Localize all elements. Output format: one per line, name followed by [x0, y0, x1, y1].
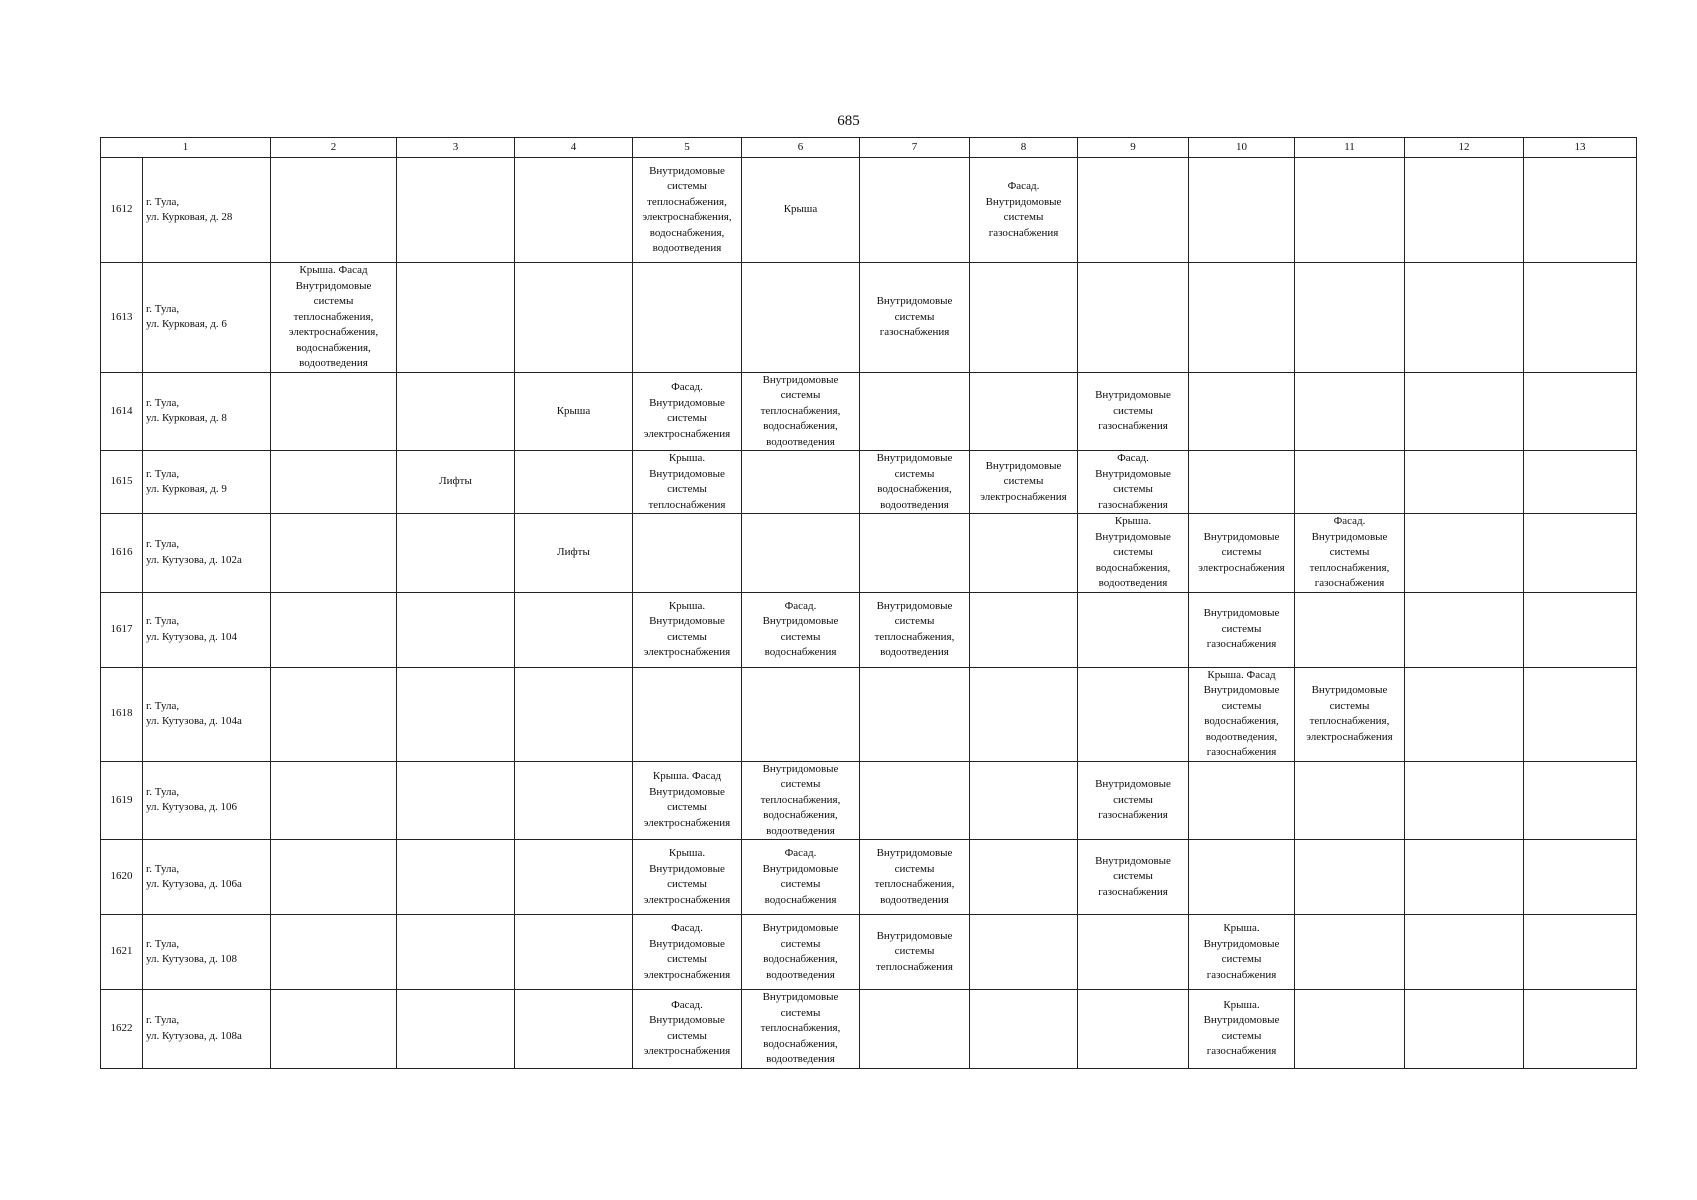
- work-description: Внутридомовые системы газоснабжения: [876, 295, 953, 338]
- column-header-2: 2: [271, 138, 397, 158]
- work-cell-col-10: [1189, 451, 1295, 514]
- row-number: 1614: [101, 372, 143, 451]
- address-cell: [143, 840, 271, 915]
- work-description: Внутридомовые системы газоснабжения: [1203, 607, 1280, 651]
- work-description: Внутридомовые системы теплоснабжения, водоснабжения, водоотведения: [760, 373, 841, 448]
- work-cell-col-13: [1524, 592, 1637, 667]
- work-cell-col-7: [860, 372, 970, 451]
- column-header-10: 10: [1189, 138, 1295, 158]
- work-cell-col-8: [970, 592, 1078, 667]
- work-cell-col-13: [1524, 158, 1637, 263]
- work-description: Внутридомовые системы газоснабжения: [1095, 389, 1171, 432]
- work-cell-col-3: [397, 592, 515, 667]
- repair-schedule-table: [100, 137, 1637, 1069]
- work-cell-col-12: [1405, 263, 1524, 373]
- table-row: [101, 990, 1637, 1069]
- column-header-9: 9: [1078, 138, 1189, 158]
- work-cell-col-5: [633, 263, 742, 373]
- work-description: Внутридомовые системы водоснабжения, водоотведения: [762, 922, 839, 981]
- work-cell-col-4: [515, 840, 633, 915]
- work-cell-col-6: [742, 915, 860, 990]
- work-cell-col-2: [271, 915, 397, 990]
- work-cell-col-11: [1295, 915, 1405, 990]
- row-number: 1619: [101, 761, 143, 840]
- work-cell-col-3: [397, 667, 515, 761]
- work-cell-col-10: [1189, 592, 1295, 667]
- work-cell-col-9: [1078, 592, 1189, 667]
- work-cell-col-9: [1078, 158, 1189, 263]
- work-cell-col-11: [1295, 263, 1405, 373]
- column-header-12: 12: [1405, 138, 1524, 158]
- work-cell-col-11: [1295, 451, 1405, 514]
- address-text: г. Тула, ул. Кутузова, д. 106а: [146, 862, 242, 890]
- work-description: Внутридомовые системы теплоснабжения, электроснабжения: [1306, 684, 1393, 743]
- work-cell-col-8: [970, 451, 1078, 514]
- work-cell-col-7: [860, 915, 970, 990]
- work-description: Внутридомовые системы теплоснабжения, водоотведения: [874, 847, 955, 906]
- work-cell-col-4: [515, 761, 633, 840]
- work-cell-col-6: [742, 514, 860, 593]
- work-cell-col-3: [397, 263, 515, 373]
- work-cell-col-6: [742, 990, 860, 1069]
- work-description: Фасад. Внутридомовые системы теплоснабжения, газоснабжения: [1309, 515, 1390, 589]
- work-cell-col-3: [397, 451, 515, 514]
- work-cell-col-6: [742, 761, 860, 840]
- work-cell-col-10: [1189, 514, 1295, 593]
- column-header-11: 11: [1295, 138, 1405, 158]
- work-cell-col-6: [742, 263, 860, 373]
- work-cell-col-2: [271, 372, 397, 451]
- work-cell-col-13: [1524, 263, 1637, 373]
- work-cell-col-5: [633, 667, 742, 761]
- work-description: Крыша. Внутридомовые системы электроснабжения: [643, 847, 731, 906]
- address-text: г. Тула, ул. Курковая, д. 8: [146, 396, 227, 425]
- address-text: г. Тула, ул. Кутузова, д. 108: [146, 937, 237, 965]
- work-cell-col-6: [742, 840, 860, 915]
- row-number: 1612: [101, 158, 143, 263]
- work-cell-col-11: [1295, 840, 1405, 915]
- address-text: г. Тула, ул. Кутузова, д. 104: [146, 615, 237, 643]
- work-cell-col-5: [633, 451, 742, 514]
- address-cell: [143, 761, 271, 840]
- work-cell-col-12: [1405, 514, 1524, 593]
- work-cell-col-7: [860, 667, 970, 761]
- work-cell-col-10: [1189, 915, 1295, 990]
- address-cell: [143, 667, 271, 761]
- work-cell-col-4: [515, 514, 633, 593]
- work-cell-col-10: [1189, 840, 1295, 915]
- work-cell-col-6: [742, 667, 860, 761]
- work-cell-col-7: [860, 451, 970, 514]
- work-cell-col-7: [860, 158, 970, 263]
- address-cell: [143, 915, 271, 990]
- work-cell-col-8: [970, 990, 1078, 1069]
- work-description: Крыша: [556, 404, 591, 417]
- work-description: Внутридомовые системы теплоснабжения, водоснабжения, водоотведения: [760, 762, 841, 837]
- address-text: г. Тула, ул. Курковая, д. 28: [146, 195, 233, 223]
- work-description: Крыша. Внутридомовые системы газоснабжения: [1203, 998, 1280, 1058]
- work-description: Внутридомовые системы электроснабжения: [1198, 530, 1285, 574]
- work-description: Фасад. Внутридомовые системы водоснабжения: [762, 599, 839, 658]
- work-cell-col-12: [1405, 840, 1524, 915]
- row-number: 1613: [101, 263, 143, 373]
- work-description: Фасад. Внутридомовые системы электроснабжения: [643, 998, 731, 1058]
- work-cell-col-11: [1295, 761, 1405, 840]
- work-cell-col-4: [515, 451, 633, 514]
- work-cell-col-9: [1078, 451, 1189, 514]
- work-cell-col-13: [1524, 990, 1637, 1069]
- work-cell-col-8: [970, 158, 1078, 263]
- work-cell-col-10: [1189, 158, 1295, 263]
- column-number-header: [101, 138, 1637, 158]
- address-cell: [143, 372, 271, 451]
- row-number: 1616: [101, 514, 143, 593]
- column-header-13: 13: [1524, 138, 1637, 158]
- work-description: Крыша. Внутридомовые системы электроснабжения: [643, 599, 731, 658]
- work-description: Крыша. Фасад Внутридомовые системы теплоснабжения, электроснабжения, водоснабжения, водоотведения: [288, 264, 379, 369]
- column-header-4: 4: [515, 138, 633, 158]
- work-cell-col-6: [742, 372, 860, 451]
- work-cell-col-13: [1524, 840, 1637, 915]
- work-description: Внутридомовые системы теплоснабжения, электроснабжения, водоснабжения, водоотведения: [642, 164, 732, 254]
- work-cell-col-8: [970, 667, 1078, 761]
- work-cell-col-5: [633, 915, 742, 990]
- work-description: Крыша. Внутридомовые системы теплоснабжения: [648, 452, 726, 511]
- column-header-1: 1: [101, 138, 271, 158]
- work-cell-col-7: [860, 840, 970, 915]
- address-text: г. Тула, ул. Кутузова, д. 104а: [146, 699, 242, 727]
- work-cell-col-9: [1078, 915, 1189, 990]
- work-cell-col-7: [860, 592, 970, 667]
- work-cell-col-5: [633, 158, 742, 263]
- work-cell-col-4: [515, 263, 633, 373]
- table-row: [101, 840, 1637, 915]
- work-cell-col-4: [515, 990, 633, 1069]
- work-cell-col-3: [397, 915, 515, 990]
- row-number: 1622: [101, 990, 143, 1069]
- work-cell-col-12: [1405, 451, 1524, 514]
- table-row: [101, 372, 1637, 451]
- work-cell-col-13: [1524, 451, 1637, 514]
- work-cell-col-3: [397, 990, 515, 1069]
- work-cell-col-9: [1078, 667, 1189, 761]
- address-cell: [143, 263, 271, 373]
- work-cell-col-9: [1078, 990, 1189, 1069]
- work-cell-col-5: [633, 990, 742, 1069]
- work-cell-col-7: [860, 263, 970, 373]
- work-cell-col-3: [397, 372, 515, 451]
- work-cell-col-4: [515, 592, 633, 667]
- work-description: Крыша. Внутридомовые системы водоснабжения, водоотведения: [1095, 515, 1171, 589]
- work-cell-col-13: [1524, 667, 1637, 761]
- work-cell-col-11: [1295, 592, 1405, 667]
- work-description: Крыша. Внутридомовые системы газоснабжения: [1203, 922, 1280, 981]
- work-cell-col-12: [1405, 592, 1524, 667]
- work-cell-col-2: [271, 158, 397, 263]
- address-text: г. Тула, ул. Кутузова, д. 102а: [146, 538, 242, 566]
- work-cell-col-11: [1295, 990, 1405, 1069]
- work-cell-col-12: [1405, 158, 1524, 263]
- work-cell-col-2: [271, 667, 397, 761]
- work-cell-col-9: [1078, 761, 1189, 840]
- column-header-3: 3: [397, 138, 515, 158]
- work-cell-col-7: [860, 990, 970, 1069]
- work-cell-col-4: [515, 915, 633, 990]
- address-cell: [143, 990, 271, 1069]
- work-description: Внутридомовые системы теплоснабжения: [876, 929, 953, 973]
- work-description: Внутридомовые системы теплоснабжения, водоотведения: [874, 599, 955, 658]
- table-row: [101, 915, 1637, 990]
- work-cell-col-10: [1189, 263, 1295, 373]
- work-description: Фасад. Внутридомовые системы электроснабжения: [643, 381, 731, 440]
- work-cell-col-3: [397, 158, 515, 263]
- work-cell-col-3: [397, 761, 515, 840]
- work-cell-col-13: [1524, 915, 1637, 990]
- work-description: Внутридомовые системы газоснабжения: [1095, 778, 1171, 821]
- work-cell-col-5: [633, 840, 742, 915]
- address-text: г. Тула, ул. Курковая, д. 6: [146, 302, 227, 331]
- work-cell-col-9: [1078, 263, 1189, 373]
- work-cell-col-12: [1405, 372, 1524, 451]
- work-cell-col-5: [633, 761, 742, 840]
- work-cell-col-13: [1524, 372, 1637, 451]
- work-cell-col-10: [1189, 372, 1295, 451]
- work-cell-col-11: [1295, 158, 1405, 263]
- address-cell: [143, 592, 271, 667]
- work-cell-col-2: [271, 451, 397, 514]
- work-cell-col-13: [1524, 761, 1637, 840]
- row-number: 1618: [101, 667, 143, 761]
- work-cell-col-10: [1189, 667, 1295, 761]
- work-description: Внутридомовые системы водоснабжения, водоотведения: [876, 452, 953, 511]
- work-cell-col-11: [1295, 667, 1405, 761]
- row-number: 1617: [101, 592, 143, 667]
- work-cell-col-8: [970, 761, 1078, 840]
- work-cell-col-6: [742, 451, 860, 514]
- table-row: [101, 592, 1637, 667]
- address-cell: [143, 514, 271, 593]
- row-number: 1621: [101, 915, 143, 990]
- work-cell-col-8: [970, 915, 1078, 990]
- work-cell-col-2: [271, 514, 397, 593]
- address-text: г. Тула, ул. Кутузова, д. 106: [146, 785, 237, 814]
- work-cell-col-2: [271, 840, 397, 915]
- work-cell-col-9: [1078, 514, 1189, 593]
- work-description: Фасад. Внутридомовые системы газоснабжения: [1095, 452, 1171, 511]
- work-description: Лифты: [557, 546, 590, 558]
- work-cell-col-8: [970, 514, 1078, 593]
- work-cell-col-3: [397, 514, 515, 593]
- column-header-7: 7: [860, 138, 970, 158]
- work-description: Фасад. Внутридомовые системы электроснабжения: [643, 922, 731, 981]
- work-cell-col-4: [515, 372, 633, 451]
- table-row: [101, 158, 1637, 263]
- table-row: [101, 667, 1637, 761]
- work-cell-col-9: [1078, 840, 1189, 915]
- work-cell-col-12: [1405, 915, 1524, 990]
- work-cell-col-5: [633, 514, 742, 593]
- work-cell-col-7: [860, 761, 970, 840]
- address-text: г. Тула, ул. Кутузова, д. 108а: [146, 1014, 242, 1042]
- address-text: г. Тула, ул. Курковая, д. 9: [146, 467, 227, 495]
- column-header-6: 6: [742, 138, 860, 158]
- row-number: 1620: [101, 840, 143, 915]
- work-cell-col-7: [860, 514, 970, 593]
- work-cell-col-5: [633, 592, 742, 667]
- work-cell-col-10: [1189, 761, 1295, 840]
- address-cell: [143, 158, 271, 263]
- work-cell-col-12: [1405, 667, 1524, 761]
- column-header-8: 8: [970, 138, 1078, 158]
- table-row: [101, 263, 1637, 373]
- work-cell-col-4: [515, 158, 633, 263]
- work-cell-col-6: [742, 158, 860, 263]
- work-cell-col-8: [970, 840, 1078, 915]
- work-description: Внутридомовые системы газоснабжения: [1095, 854, 1171, 898]
- work-cell-col-12: [1405, 990, 1524, 1069]
- work-cell-col-2: [271, 592, 397, 667]
- work-description: Крыша. Фасад Внутридомовые системы водоснабжения, водоотведения, газоснабжения: [1203, 668, 1280, 758]
- column-header-5: 5: [633, 138, 742, 158]
- work-cell-col-6: [742, 592, 860, 667]
- work-description: Фасад. Внутридомовые системы водоснабжения: [762, 847, 839, 906]
- work-description: Внутридомовые системы теплоснабжения, водоснабжения, водоотведения: [760, 991, 841, 1065]
- page-number: 685: [837, 113, 860, 129]
- work-cell-col-5: [633, 372, 742, 451]
- work-cell-col-8: [970, 263, 1078, 373]
- work-description: Внутридомовые системы электроснабжения: [980, 459, 1067, 503]
- work-cell-col-12: [1405, 761, 1524, 840]
- work-cell-col-2: [271, 761, 397, 840]
- work-cell-col-4: [515, 667, 633, 761]
- row-number: 1615: [101, 451, 143, 514]
- work-cell-col-13: [1524, 514, 1637, 593]
- work-cell-col-2: [271, 263, 397, 373]
- table-row: [101, 761, 1637, 840]
- table-row: [101, 514, 1637, 593]
- work-cell-col-10: [1189, 990, 1295, 1069]
- address-cell: [143, 451, 271, 514]
- work-description: Фасад. Внутридомовые системы газоснабжения: [985, 180, 1062, 239]
- work-cell-col-3: [397, 840, 515, 915]
- work-cell-col-11: [1295, 514, 1405, 593]
- work-cell-col-11: [1295, 372, 1405, 451]
- work-description: Крыша: [783, 203, 818, 216]
- work-cell-col-2: [271, 990, 397, 1069]
- work-cell-col-9: [1078, 372, 1189, 451]
- table-row: [101, 451, 1637, 514]
- work-description: Лифты: [439, 475, 472, 488]
- work-description: Крыша. Фасад Внутридомовые системы электроснабжения: [643, 770, 731, 829]
- work-cell-col-8: [970, 372, 1078, 451]
